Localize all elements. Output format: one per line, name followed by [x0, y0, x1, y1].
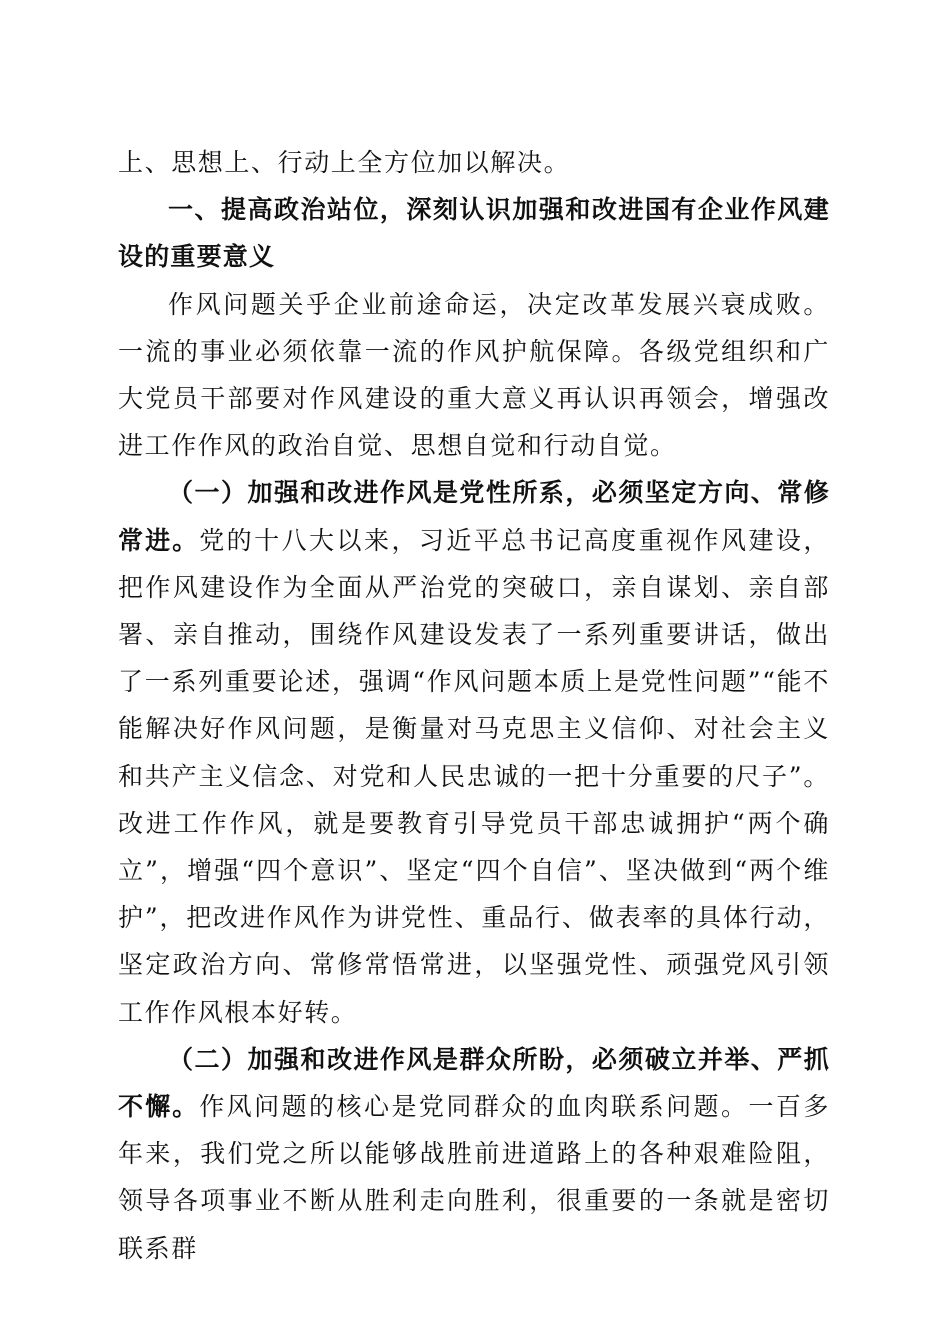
point-1-paragraph — [118, 469, 830, 1035]
section-heading: 一、提高政治站位，深刻认识加强和改进国有企业作风建设的重要意义 — [118, 195, 830, 272]
continuation-line: 上、思想上、行动上全方位加以解决。 — [118, 148, 571, 177]
point-2-heading: （二）加强和改进作风是群众所盼，必须破立并举、严抓不懈。 — [118, 1044, 830, 1122]
document-body — [118, 139, 830, 1272]
point-2-paragraph — [118, 1036, 830, 1272]
point-1-body: 党的十八大以来，习近平总书记高度重视作风建设，把作风建设作为全面从严治党的突破口，亲自谋划、亲自部署、亲自推动，围绕作风建设发表了一系列重要讲话，做出了一系列重要论述，强调“作风问题本质上是党性问题”“能不能解决好作风问题，是衡量对马克思主义信仰、对社会主义和共产主义信念、对党和人民忠诚的一把十分重要的尺子”。改进工作作风，就是要教育引导党员干部忠诚拥护“两个确立”，增强“四个意识”、坚定“四个自信”、坚决做到“两个维护”，把改进作风作为讲党性、重品行、做表率的具体行动，坚定政治方向、常修常悟常进，以坚强党性、顽强党风引领工作作风根本好转。 — [118, 525, 830, 1027]
point-1-heading: （一）加强和改进作风是党性所系，必须坚定方向、常修常进。 — [118, 478, 830, 555]
point-2-body: 作风问题的核心是党同群众的血肉联系问题。一百多年来，我们党之所以能够战胜前进道路上的各种艰难险阻，领导各项事业不断从胜利走向胜利，很重要的一条就是密切联系群 — [118, 1092, 830, 1263]
intro-paragraph: 作风问题关乎企业前途命运，决定改革发展兴衰成败。一流的事业必须依靠一流的作风护航保障。各级党组织和广大党员干部要对作风建设的重大意义再认识再领会，增强改进工作作风的政治自觉、思想自觉和行动自觉。 — [118, 289, 830, 461]
